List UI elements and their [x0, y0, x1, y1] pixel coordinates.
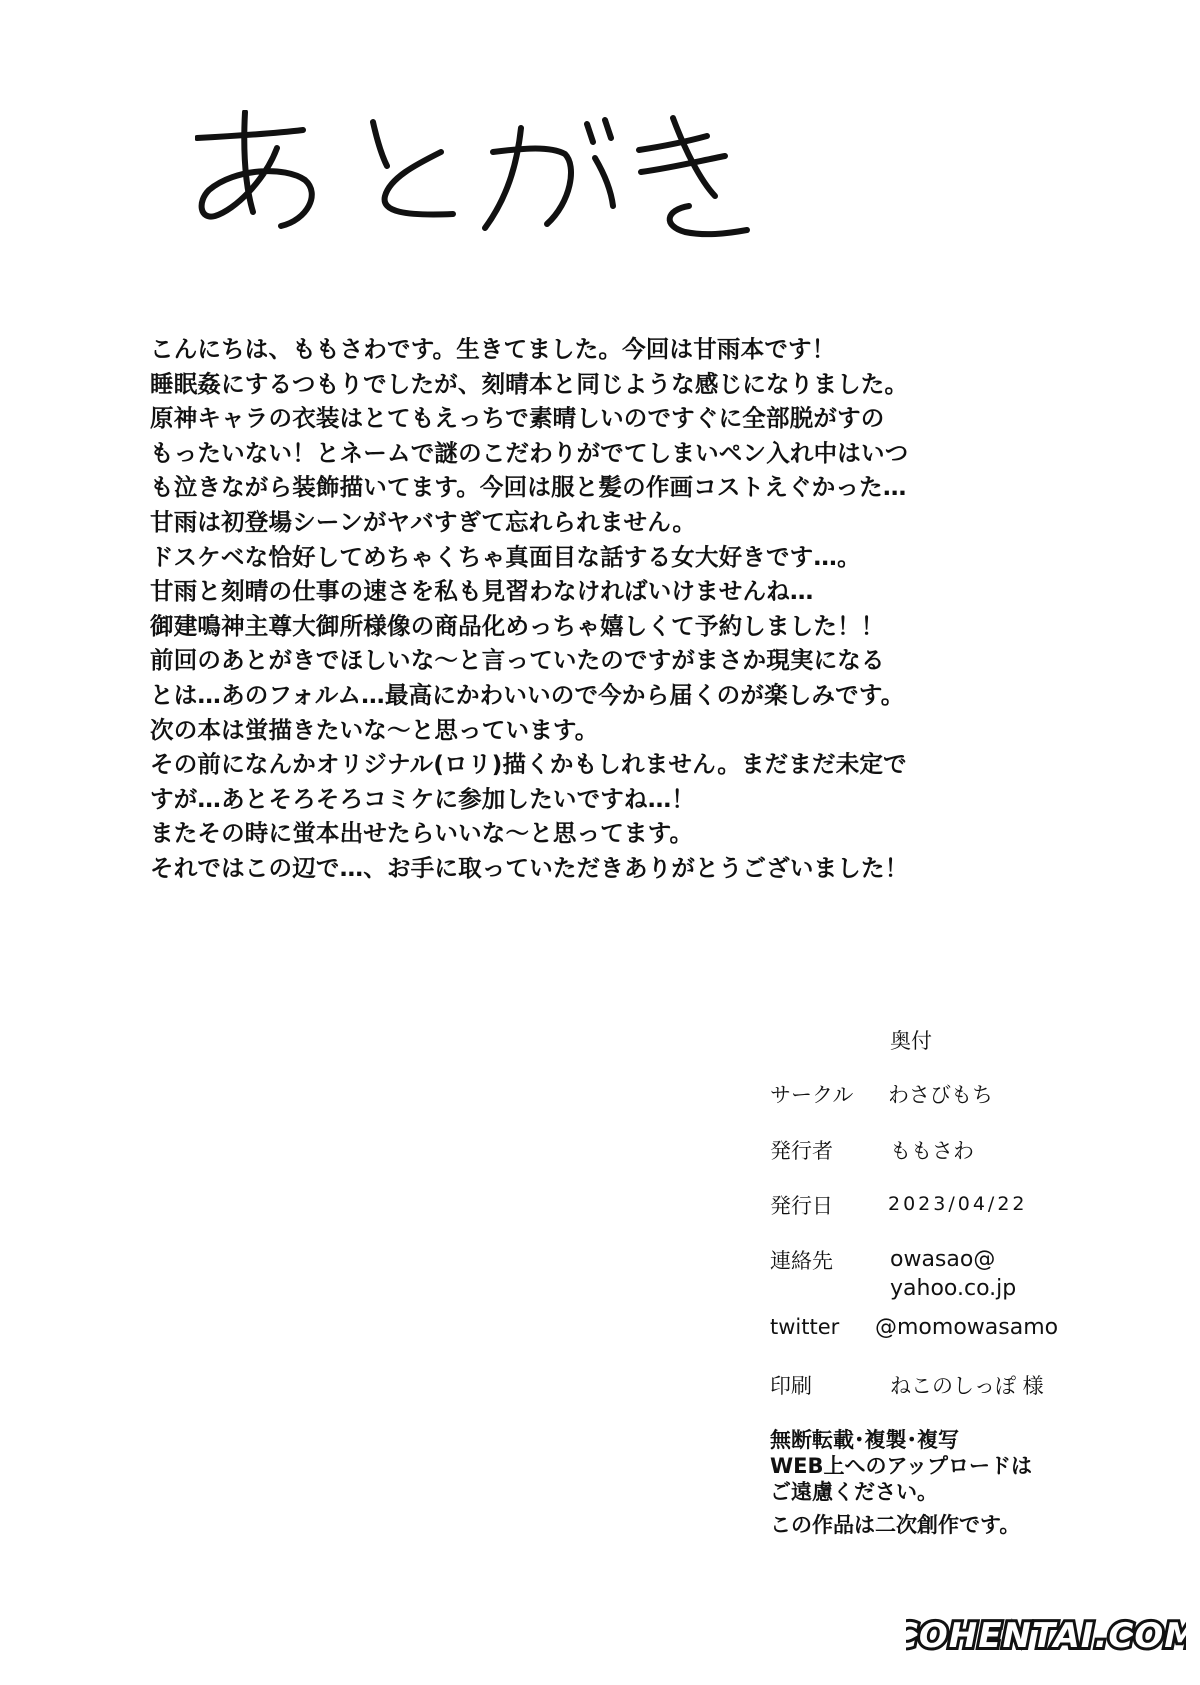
afterword-line: 原神キャラの衣装はとてもえっちで素晴しいのですぐに全部脱がすの	[150, 404, 885, 433]
afterword-line: またその時に蛍本出せたらいいな～と思ってます。	[150, 819, 694, 848]
afterword-line: すが…あとそろそろコミケに参加したいですね…！	[150, 784, 696, 813]
circle-value: わさびもち	[888, 1083, 993, 1107]
afterword-line: とは…あのフォルム…最高にかわいいので今から届くのが楽しみです。	[150, 680, 905, 709]
twitter-handle: @momowasamo	[875, 1315, 1059, 1340]
print-value: ねこのしっぽ 様	[890, 1374, 1044, 1398]
copyright-notice-line: ご遠慮ください。	[770, 1480, 938, 1504]
afterword-line: も泣きながら装飾描いてます。今回は服と髪の作画コストえぐかった…	[150, 473, 907, 502]
colophon-row-twitter	[770, 1315, 1190, 1345]
publisher-label: 発行者	[770, 1139, 833, 1163]
afterword-line: それではこの辺で…、お手に取っていただきありがとうございました！	[150, 853, 909, 882]
date-label: 発行日	[770, 1194, 833, 1218]
afterword-line: 甘雨と刻晴の仕事の速さを私も見習わなければいけませんね…	[150, 577, 814, 606]
watermark-logo-drawing	[906, 1607, 1186, 1663]
date-value: 2023/04/22	[888, 1193, 1028, 1215]
contact-email-user: owasao@	[890, 1247, 996, 1272]
colophon-row-publisher	[770, 1135, 1190, 1165]
copyright-notice-line: WEB上へのアップロードは	[770, 1454, 1033, 1478]
colophon-row-circle	[770, 1079, 1190, 1109]
afterword-line: その前になんかオリジナル(ロリ)描くかもしれません。まだまだ未定で	[150, 750, 907, 779]
afterword-line: ドスケベな恰好してめちゃくちゃ真面目な話する女大好きです…。	[150, 542, 861, 571]
handwritten-heading	[195, 110, 755, 250]
afterword-line: 甘雨は初登場シーンがヤバすぎて忘れられません。	[150, 507, 697, 536]
colophon-row-date	[770, 1190, 1190, 1220]
contact-label: 連絡先	[770, 1249, 833, 1273]
colophon-row-print	[770, 1370, 1190, 1400]
afterword-line: 前回のあとがきでほしいな～と言っていたのですがまさか現実になる	[150, 646, 885, 675]
afterword-line: こんにちは、ももさわです。生きてました。今回は甘雨本です！	[150, 335, 836, 363]
afterword-line: 睡眠姦にするつもりでしたが、刻晴本と同じような感じになりました。	[150, 369, 909, 398]
circle-label: サークル	[770, 1083, 854, 1107]
copyright-notice	[770, 1427, 1032, 1505]
colophon-row-contact	[770, 1245, 1190, 1305]
afterword-body	[150, 332, 1090, 886]
publisher-value: ももさわ	[890, 1139, 974, 1163]
colophon-title: 奥付	[890, 1029, 932, 1053]
afterword-line: 御建鳴神主尊大御所様像の商品化めっちゃ嬉しくて予約しました！！	[150, 611, 885, 640]
afterword-line: もったいない！とネームで謎のこだわりがでてしまいペン入れ中はいつ	[150, 438, 909, 467]
handwritten-heading-drawing	[195, 110, 755, 250]
twitter-label: twitter	[770, 1315, 840, 1339]
afterword-line: 次の本は蛍描きたいな～と思っています。	[150, 715, 599, 744]
contact-email-domain: yahoo.co.jp	[890, 1276, 1017, 1301]
contact-value	[890, 1245, 1016, 1303]
copyright-notice-line: 無断転載･複製･複写	[770, 1428, 959, 1452]
watermark-text: COHENTAI.COM	[906, 1616, 1186, 1656]
print-label: 印刷	[770, 1374, 812, 1398]
derivative-work-notice: この作品は二次創作です。	[770, 1513, 1021, 1537]
watermark-logo	[906, 1607, 1186, 1663]
